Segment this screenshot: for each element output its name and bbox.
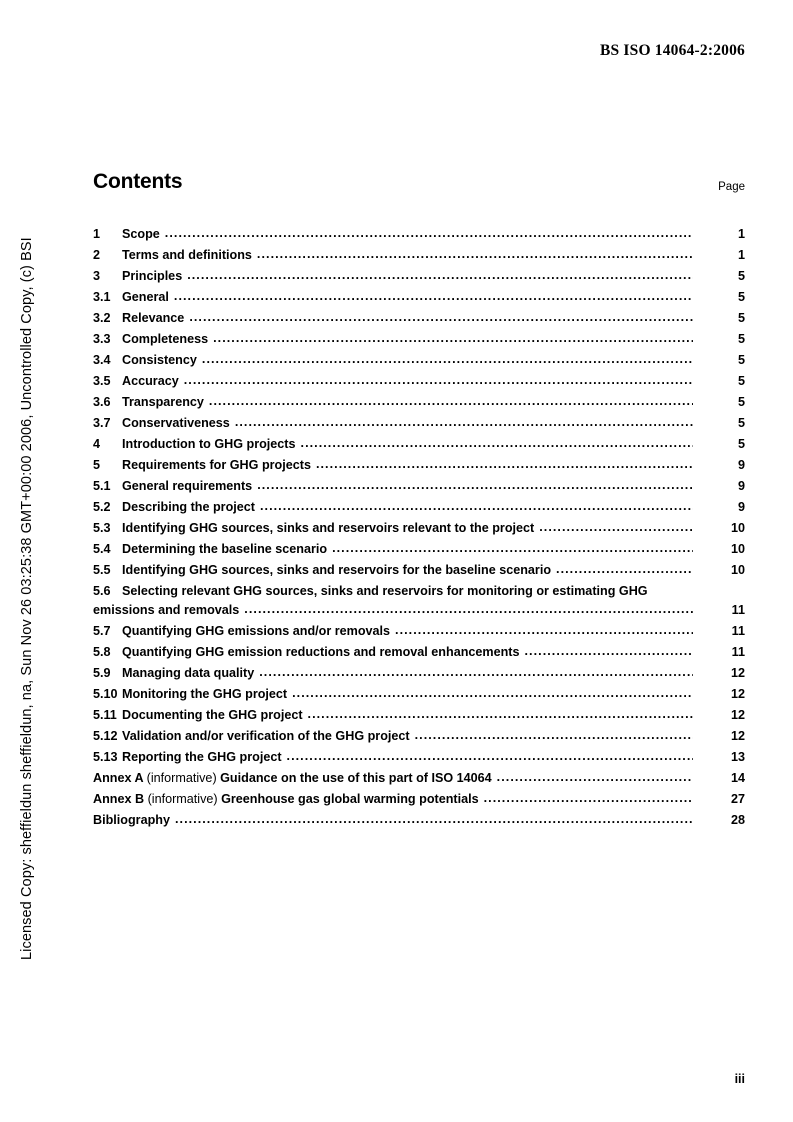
toc-entry[interactable] — [93, 245, 745, 266]
toc-entry-number: 3.4 — [93, 353, 111, 367]
toc-entry-page-number: 11 — [731, 624, 745, 638]
toc-annex-kind: (informative) — [146, 771, 217, 785]
toc-entry-page-number: 5 — [737, 416, 745, 430]
toc-entry-label: Principles — [122, 269, 183, 283]
toc-entry-number: 3 — [93, 269, 101, 283]
toc-entry-number: 5.13 — [93, 750, 118, 764]
toc-entry-leader-wrap — [122, 434, 693, 455]
toc-entry[interactable] — [93, 642, 745, 663]
toc-entry-leader-wrap — [122, 224, 693, 245]
toc-annex-entry[interactable] — [93, 768, 745, 789]
toc-entry-leader-wrap — [122, 455, 693, 476]
table-of-contents — [93, 170, 745, 831]
toc-annex-title: Guidance on the use of this part of ISO 14064 — [220, 771, 492, 785]
toc-entry-page-number: 5 — [737, 332, 745, 346]
toc-entry-label: Reporting the GHG project — [122, 750, 282, 764]
page-folio: iii — [734, 1072, 745, 1086]
toc-dot-leader — [539, 518, 693, 538]
toc-entry[interactable] — [93, 684, 745, 705]
toc-entry-page-number: 28 — [730, 813, 745, 827]
toc-entry[interactable] — [93, 747, 745, 768]
toc-entry[interactable] — [93, 705, 745, 726]
toc-dot-leader — [332, 539, 693, 559]
toc-entry[interactable] — [93, 371, 745, 392]
toc-entry[interactable] — [93, 308, 745, 329]
toc-entry-leader-wrap — [122, 518, 693, 539]
toc-entry-label: Determining the baseline scenario — [122, 542, 328, 556]
toc-entry-leader-wrap — [93, 789, 693, 810]
toc-entry-leader-wrap — [122, 476, 693, 497]
toc-dot-leader — [213, 329, 693, 349]
toc-entry[interactable] — [93, 663, 745, 684]
toc-entry-label: Identifying GHG sources, sinks and reservoirs for the baseline scenario — [122, 563, 552, 577]
toc-entry-page-number: 9 — [737, 500, 745, 514]
toc-entry-label: Conservativeness — [122, 416, 230, 430]
toc-dot-leader — [257, 245, 693, 265]
toc-entry-number: 5.4 — [93, 542, 111, 556]
toc-entry-leader-wrap — [122, 684, 693, 705]
toc-entry-number: 3.3 — [93, 332, 111, 346]
toc-annex-label — [93, 768, 497, 789]
toc-entry[interactable] — [93, 476, 745, 497]
toc-entry-page-number: 12 — [730, 666, 745, 680]
toc-entry-page-number: 5 — [737, 437, 745, 451]
toc-entry-page-number: 10 — [730, 521, 745, 535]
toc-dot-leader — [187, 266, 693, 286]
contents-header-row — [93, 170, 745, 208]
toc-entry-page-number: 13 — [730, 750, 745, 764]
toc-entry-number: 5.7 — [93, 624, 111, 638]
toc-entry-leader-wrap — [122, 413, 693, 434]
toc-dot-leader — [556, 560, 693, 580]
toc-entry[interactable] — [93, 560, 745, 581]
toc-dot-leader — [484, 789, 693, 809]
toc-entry-label: Introduction to GHG projects — [122, 437, 296, 451]
toc-annex-prefix: Annex A — [93, 771, 144, 785]
toc-entry-number: 5.8 — [93, 645, 111, 659]
toc-entry-number: 5.1 — [93, 479, 111, 493]
toc-entry-label: Identifying GHG sources, sinks and reservoirs relevant to the project — [122, 521, 535, 535]
toc-entry-number: 5 — [93, 458, 101, 472]
toc-entry-page-number: 11 — [731, 603, 745, 617]
toc-entry-page-number: 12 — [730, 729, 745, 743]
toc-entry[interactable] — [93, 455, 745, 476]
toc-entry-page-number: 1 — [737, 227, 745, 241]
toc-dot-leader — [301, 434, 693, 454]
toc-entry-leader-wrap — [122, 287, 693, 308]
toc-entry-number: 3.5 — [93, 374, 111, 388]
toc-entry-number: 5.6 — [93, 584, 111, 598]
toc-entry-page-number: 5 — [737, 374, 745, 388]
toc-entry-leader-wrap — [93, 810, 693, 831]
toc-entry[interactable] — [93, 413, 745, 434]
toc-entry-page-number: 12 — [730, 687, 745, 701]
toc-entry-leader-wrap — [122, 560, 693, 581]
toc-entry-leader-wrap — [122, 245, 693, 266]
toc-annex-label — [93, 789, 484, 810]
toc-entry-number: 5.10 — [93, 687, 118, 701]
toc-annex-prefix: Annex B — [93, 792, 145, 806]
toc-entry-label: Completeness — [122, 332, 209, 346]
toc-entry-page-number: 14 — [730, 771, 745, 785]
toc-entry-page-number: 5 — [737, 395, 745, 409]
toc-dot-leader — [165, 224, 693, 244]
toc-entry-page-number: 9 — [737, 458, 745, 472]
toc-entry-page-number: 9 — [737, 479, 745, 493]
toc-dot-leader — [259, 663, 693, 683]
toc-entry[interactable] — [93, 497, 745, 518]
toc-entry[interactable] — [93, 726, 745, 747]
toc-entry-page-number: 10 — [730, 563, 745, 577]
toc-entry-label: Monitoring the GHG project — [122, 687, 288, 701]
toc-entry-leader-wrap — [122, 329, 693, 350]
toc-entry-number: 5.3 — [93, 521, 111, 535]
toc-entry-label: Scope — [122, 227, 160, 241]
toc-entry-number: 2 — [93, 248, 101, 262]
page-title: Contents — [93, 170, 183, 193]
toc-dot-leader — [308, 705, 693, 725]
toc-entry-label: Validation and/or verification of the GHG project — [122, 729, 410, 743]
toc-entry-page-number: 5 — [737, 290, 745, 304]
toc-dot-leader — [184, 371, 693, 391]
toc-dot-leader — [292, 684, 693, 704]
toc-entry[interactable] — [93, 329, 745, 350]
toc-dot-leader — [235, 413, 693, 433]
toc-entry-label: Accuracy — [122, 374, 179, 388]
toc-entry-label: Transparency — [122, 395, 204, 409]
toc-entry-label: Terms and definitions — [122, 248, 252, 262]
toc-entry-page-number: 27 — [730, 792, 745, 806]
toc-entry-leader-wrap — [122, 726, 693, 747]
toc-entry[interactable] — [93, 518, 745, 539]
toc-dot-leader — [175, 810, 693, 830]
toc-annex-title: Greenhouse gas global warming potentials — [221, 792, 479, 806]
toc-entry-leader-wrap — [122, 539, 693, 560]
toc-entry-label: General requirements — [122, 479, 253, 493]
toc-entry[interactable] — [93, 539, 745, 560]
toc-entry-leader-wrap — [122, 497, 693, 518]
toc-entry-number: 5.11 — [93, 708, 117, 722]
toc-entry-label-line1: Selecting relevant GHG sources, sinks and reservoirs for monitoring or estimating GHG — [122, 584, 648, 598]
toc-entry-label: Describing the project — [122, 500, 255, 514]
toc-entry-leader-wrap — [122, 642, 693, 663]
toc-entry-label: Quantifying GHG emission reductions and removal enhancements — [122, 645, 520, 659]
toc-entry-label: Consistency — [122, 353, 197, 367]
toc-entry-page-number: 5 — [737, 353, 745, 367]
toc-dot-leader — [260, 497, 693, 517]
toc-entry[interactable] — [93, 266, 745, 287]
toc-entry[interactable] — [93, 621, 745, 642]
toc-entry[interactable] — [93, 434, 745, 455]
toc-entry-leader-wrap — [93, 600, 693, 621]
toc-entry-leader-wrap — [122, 392, 693, 413]
toc-entry-number: 3.1 — [93, 290, 111, 304]
toc-annex-entry[interactable] — [93, 789, 745, 810]
toc-entry-page-number: 10 — [730, 542, 745, 556]
toc-entry-number: 3.6 — [93, 395, 111, 409]
toc-entry-leader-wrap — [122, 371, 693, 392]
toc-entry-page-number: 12 — [730, 708, 745, 722]
toc-dot-leader — [209, 392, 693, 412]
toc-entry-leader-wrap — [122, 308, 693, 329]
toc-entry[interactable] — [93, 224, 745, 245]
toc-dot-leader — [395, 621, 693, 641]
running-header-standard-reference: BS ISO 14064-2:2006 — [599, 42, 745, 59]
toc-entry-leader-wrap — [122, 705, 693, 726]
toc-entry-page-number: 5 — [737, 269, 745, 283]
toc-entry-leader-wrap — [122, 266, 693, 287]
toc-entry-number: 5.2 — [93, 500, 111, 514]
toc-entry-label: General — [122, 290, 169, 304]
toc-entry-number: 4 — [93, 437, 101, 451]
toc-entry-label: Requirements for GHG projects — [122, 458, 311, 472]
toc-dot-leader — [244, 600, 693, 620]
toc-entry-number: 1 — [93, 227, 101, 241]
toc-entry-number: 5.5 — [93, 563, 111, 577]
toc-dot-leader — [174, 287, 693, 307]
toc-entry-label: Quantifying GHG emissions and/or removals — [122, 624, 391, 638]
toc-entry-label: Relevance — [122, 311, 185, 325]
toc-entry[interactable] — [93, 581, 745, 621]
toc-entry-leader-wrap — [93, 768, 693, 789]
toc-dot-leader — [316, 455, 693, 475]
toc-dot-leader — [287, 747, 693, 767]
toc-entry-number: 5.9 — [93, 666, 111, 680]
toc-entry[interactable] — [93, 287, 745, 308]
toc-dot-leader — [497, 768, 693, 788]
toc-entry-number: 3.2 — [93, 311, 111, 325]
toc-backmatter-entry[interactable] — [93, 810, 745, 831]
licence-watermark-text: Licensed Copy: sheffieldun sheffieldun, na, Sun Nov 26 03:25:38 GMT+00:00 2006, Uncontrolled Copy, (c) BSI — [19, 237, 35, 960]
toc-entry-leader-wrap — [122, 350, 693, 371]
toc-entry-list — [93, 224, 745, 831]
toc-entry-number: 3.7 — [93, 416, 111, 430]
toc-backmatter-label: Bibliography — [93, 813, 170, 827]
toc-entry-leader-wrap — [122, 747, 693, 768]
toc-entry[interactable] — [93, 350, 745, 371]
toc-entry-label: Managing data quality — [122, 666, 255, 680]
toc-dot-leader — [202, 350, 693, 370]
toc-dot-leader — [415, 726, 693, 746]
toc-entry-number: 5.12 — [93, 729, 118, 743]
toc-entry-page-number: 11 — [731, 645, 745, 659]
toc-entry-leader-wrap — [122, 621, 693, 642]
page-column-label: Page — [718, 181, 745, 193]
toc-entry-leader-wrap — [122, 663, 693, 684]
toc-dot-leader — [257, 476, 693, 496]
toc-entry-page-number: 1 — [737, 248, 745, 262]
toc-annex-kind: (informative) — [147, 792, 218, 806]
toc-dot-leader — [189, 308, 693, 328]
toc-entry-label: Documenting the GHG project — [122, 708, 303, 722]
toc-entry-page-number: 5 — [737, 311, 745, 325]
toc-entry-label-line2: emissions and removals — [93, 603, 240, 617]
toc-dot-leader — [525, 642, 694, 662]
toc-entry[interactable] — [93, 392, 745, 413]
